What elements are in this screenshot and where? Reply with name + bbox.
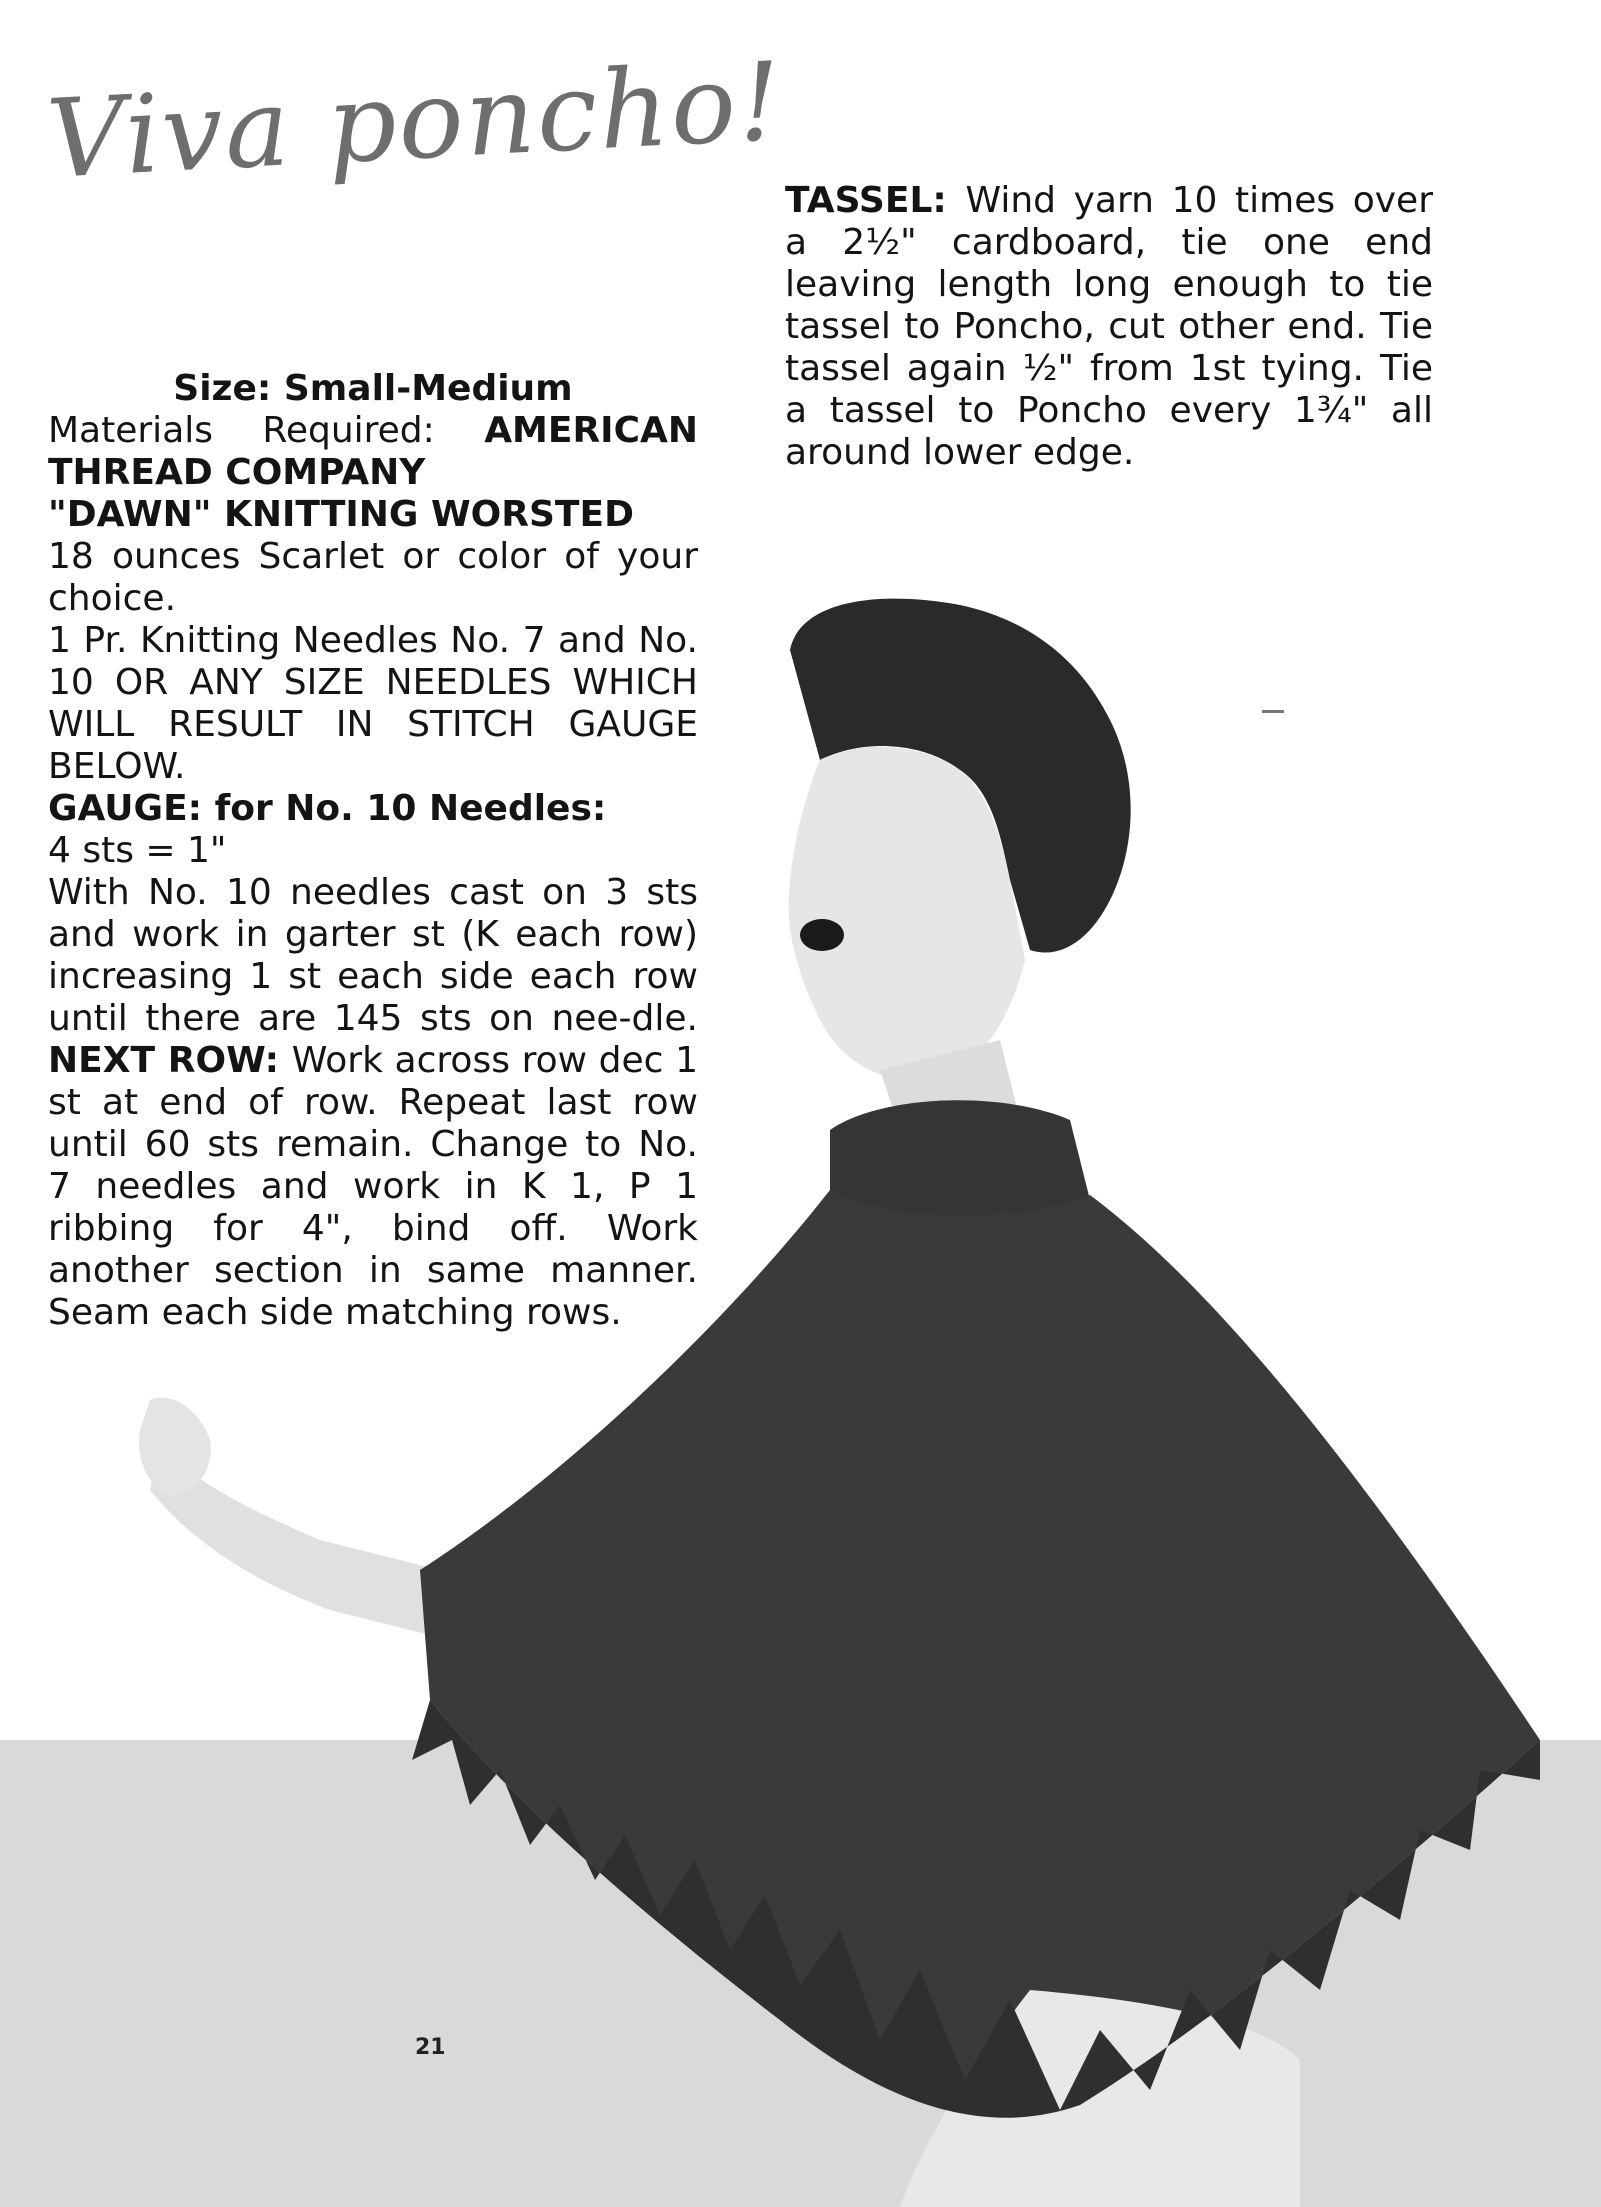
instructions-part-1: With No. 10 needles cast on 3 sts and work in garter st (K each row) increasing 1 st each side each row until there are 145 sts on nee-dle. (48, 872, 698, 1039)
needles-text: 1 Pr. Knitting Needles No. 7 and No. 10 OR ANY SIZE NEEDLES WHICH WILL RESULT IN STITCH GAUGE BELOW. (48, 620, 698, 787)
gauge-heading: GAUGE: for No. 10 Needles: (48, 788, 607, 829)
instructions-part-2: Work across row dec 1 st at end of row. Repeat last row until 60 sts remain. Change to No. 7 needles and work in K 1, P 1 ribbing for 4", bind off. Work another section in same manner. Seam each side matching rows. (48, 1040, 698, 1333)
tassel-instructions (785, 180, 1433, 474)
materials-line (48, 410, 698, 452)
tassel-heading: TASSEL: (785, 180, 966, 221)
materials-brand-3: "DAWN" KNITTING WORSTED (48, 494, 634, 535)
model-photo (0, 560, 1601, 2207)
model-mouth (800, 919, 844, 951)
gauge-value: 4 sts = 1" (48, 830, 227, 871)
page-title: Viva poncho! (44, 39, 787, 203)
materials-brand-1: AMERICAN (484, 410, 698, 451)
scan-speck (1262, 710, 1284, 713)
tassel-text: Wind yarn 10 times over a 2½" cardboard, tie one end leaving length long enough to tie tassel to Poncho, cut other end. Tie tassel again ½" from 1st tying. Tie a tassel to Poncho every 1¾" all around lower edge. (785, 180, 1434, 473)
size-line: Size: Small-Medium (173, 368, 573, 409)
yarn-amount: 18 ounces Scarlet or color of your choice. (48, 536, 698, 619)
next-row-heading: NEXT ROW: (48, 1040, 292, 1081)
materials-brand-2: THREAD COMPANY (48, 452, 426, 493)
page-number: 21 (415, 2035, 446, 2060)
materials-label: Materials Required: (48, 410, 485, 451)
tassel-paragraph (785, 180, 1433, 474)
